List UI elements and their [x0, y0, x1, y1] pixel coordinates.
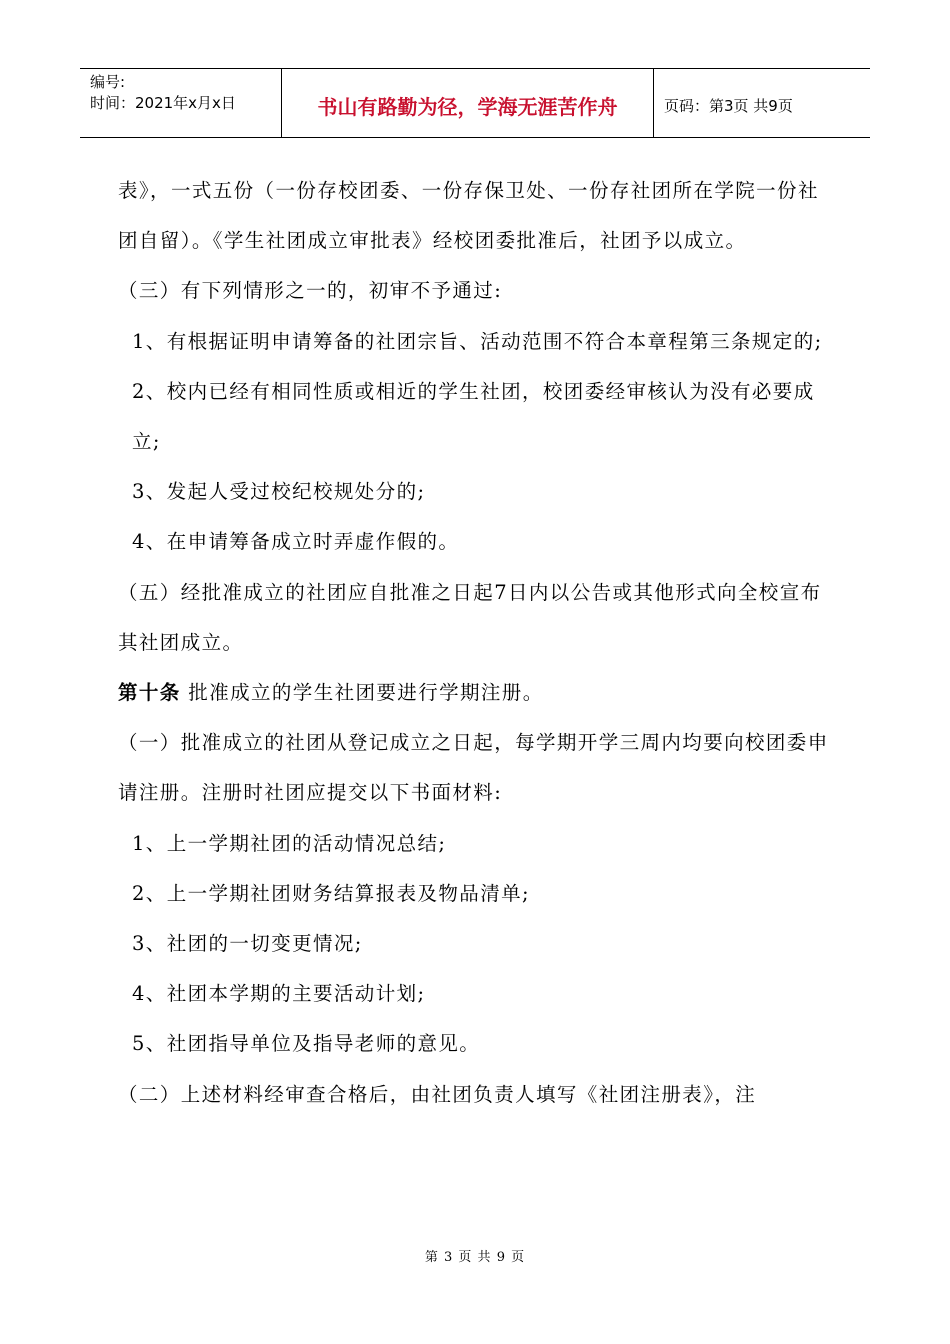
document-body	[118, 166, 834, 1120]
list-item: 3、发起人受过校纪校规处分的;	[132, 480, 426, 504]
list-item: 4、社团本学期的主要活动计划;	[132, 982, 426, 1006]
page-footer: 第 3 页 共 9 页	[424, 1250, 526, 1265]
paragraph: （一）批准成立的社团从登记成立之日起，每学期开学三周内均要向校团委申请注册。注册时社团应提交以下书面材料:	[118, 731, 829, 805]
article-text: 批准成立的学生社团要进行学期注册。	[180, 681, 544, 705]
paragraph: （五）经批准成立的社团应自批准之日起7日内以公告或其他形式向全校宣布其社团成立。	[118, 580, 822, 654]
paragraph: （三）有下列情形之一的，初审不予通过:	[118, 279, 503, 303]
paragraph: 表》，一式五份（一份存校团委、一份存保卫处、一份存社团所在学院一份社团自留）。《学生社团成立审批表》经校团委批准后，社团予以成立。	[118, 179, 819, 253]
list-item: 1、有根据证明申请筹备的社团宗旨、活动范围不符合本章程第三条规定的;	[132, 329, 823, 353]
article-paragraph	[118, 668, 834, 718]
list-item: 4、在申请筹备成立时弄虚作假的。	[132, 530, 460, 554]
header-info	[80, 69, 282, 137]
page-header	[80, 68, 870, 138]
article-title: 第十条	[118, 681, 181, 705]
paragraph: （二）上述材料经审查合格后，由社团负责人填写《社团注册表》，注	[118, 1082, 757, 1106]
list-item: 2、校内已经有相同性质或相近的学生社团，校团委经审核认为没有必要成立;	[132, 379, 815, 454]
list-item: 5、社团指导单位及指导老师的意见。	[132, 1032, 481, 1056]
list-item: 1、上一学期社团的活动情况总结;	[132, 831, 447, 855]
list-item: 2、上一学期社团财务结算报表及物品清单;	[132, 881, 530, 905]
document-date: 时间：2021年x月x日	[90, 94, 236, 112]
list-item: 3、社团的一切变更情况;	[132, 932, 363, 956]
document-number-label: 编号:	[90, 73, 126, 91]
header-page-number: 页码：第3页 共9页	[664, 96, 793, 115]
header-motto: 书山有路勤为径，学海无涯苦作舟	[282, 69, 654, 137]
